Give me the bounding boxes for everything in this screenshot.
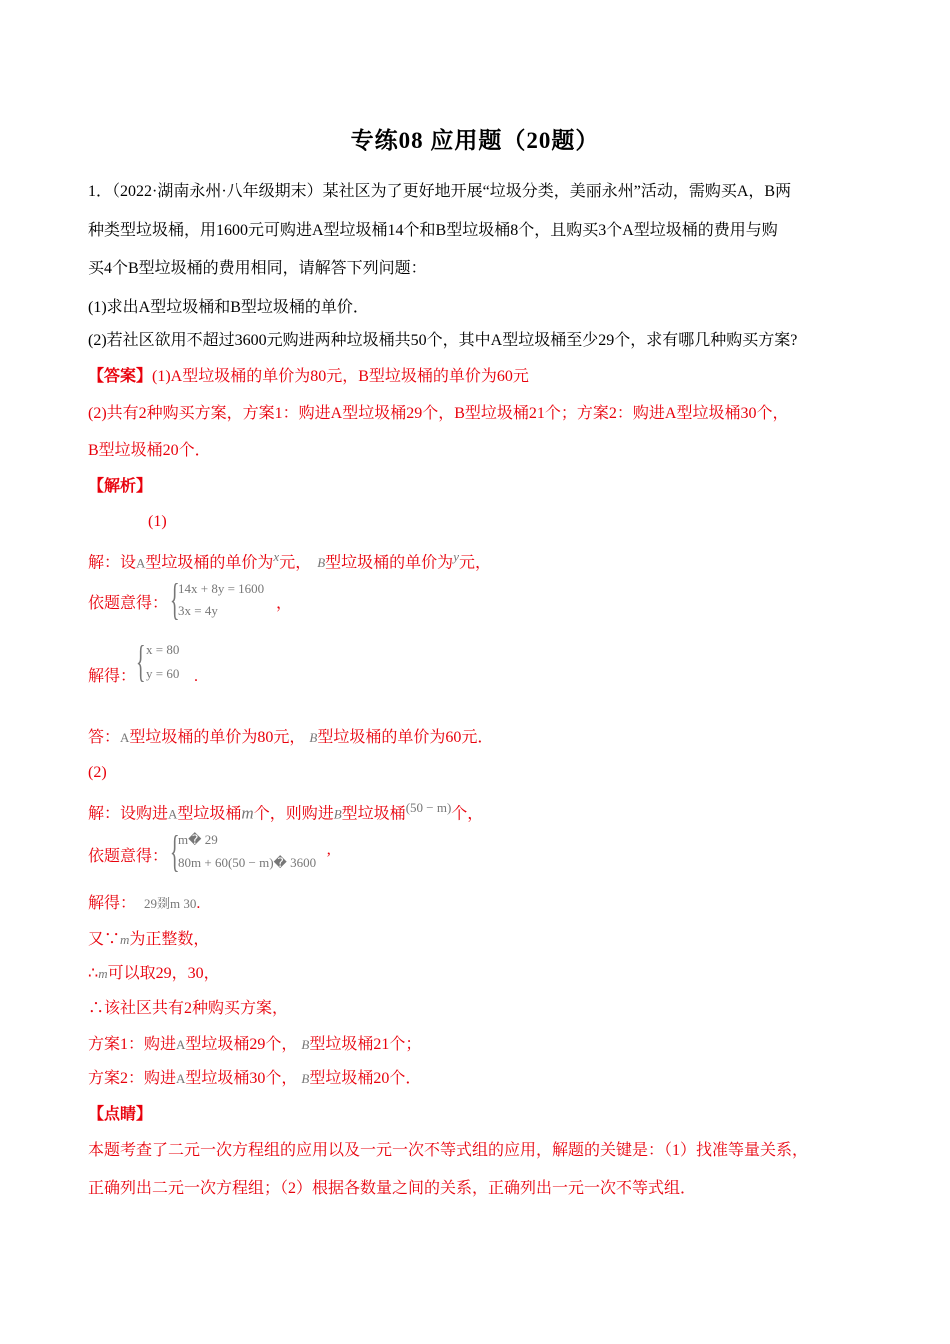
question-part-2: (2)若社区欲用不超过3600元购进两种垃圾桶共50个，其中A型垃圾桶至少29个，求有哪几种购买方案?: [88, 332, 798, 349]
answer-line-3: B型垃圾桶20个．: [88, 442, 211, 459]
p2-solution-label: 解得：: [88, 895, 137, 912]
p2-plan2-var-a: A: [176, 1071, 186, 1086]
p2-set-c: 个，则购进: [253, 805, 334, 823]
p1-ans-b: 型垃圾桶的单价为80元，: [129, 729, 306, 746]
answer-text-1: (1)A型垃圾桶的单价为80元，B型垃圾桶的单价为60元: [152, 368, 529, 385]
p1-answer: [88, 727, 493, 749]
p1-equation-end: ，: [276, 595, 293, 612]
p2-there-a: ∴: [88, 965, 99, 982]
p2-also-a: 又∵: [88, 931, 121, 948]
p2-inequality-end: ’: [326, 850, 332, 867]
p1-solution-1: x = 80: [146, 642, 180, 657]
analysis-label: 【解析】: [88, 478, 153, 495]
p2-plan1-b: 型垃圾桶29个，: [185, 1036, 298, 1053]
p2-var-a: A: [168, 806, 178, 822]
question-line-3: 买4个B型垃圾桶的费用相同，请解答下列问题：: [88, 260, 427, 277]
p2-inequality-2: 80m + 60(50 − m)� 3600: [178, 855, 317, 870]
p1-solution-end: .: [194, 668, 198, 685]
page-title: 专练08 应用题（20题）: [350, 128, 600, 153]
p2-inequality-brace: {: [170, 827, 180, 876]
p2-inequality-1: m� 29: [178, 832, 218, 847]
p1-ans-a: 答：: [88, 729, 121, 746]
p2-there-b: 可以取29，30，: [107, 965, 220, 982]
p2-set-d: 型垃圾桶: [341, 805, 406, 823]
p1-equation-2: 3x = 4y: [178, 603, 218, 618]
p1-var-y: y: [453, 549, 459, 564]
p2-plan1-a: 方案1：购进: [88, 1036, 177, 1053]
p2-set-b: 型垃圾桶: [177, 805, 242, 823]
p1-set-d: 型垃圾桶的单价为: [325, 554, 454, 572]
analysis-part-2-setup: [88, 797, 483, 825]
answer-label: 【答案】: [88, 368, 153, 385]
p2-inequality-label: 依题意得：: [88, 848, 169, 865]
analysis-part-1-number: (1): [148, 513, 167, 530]
question-line-2: 种类型垃圾桶，用1600元可购进A型垃圾桶14个和B型垃圾桶8个，且购买3个A型垃圾桶的费用与购: [88, 222, 778, 239]
question-part-1: (1)求出A型垃圾桶和B型垃圾桶的单价．: [88, 299, 369, 316]
p1-solution-2: y = 60: [146, 666, 180, 681]
answer-line-1: [88, 366, 529, 388]
p2-solution-end: .: [196, 895, 201, 912]
p1-set-c: 元，: [279, 554, 312, 572]
p2-values-note: [88, 963, 220, 985]
p2-plan1-c: 型垃圾桶21个；: [309, 1036, 422, 1053]
analysis-part-2-number: (2): [88, 764, 107, 781]
p1-set-e: 元，: [458, 554, 491, 572]
p2-plan2-var-b: B: [301, 1071, 310, 1086]
p1-equation-1: 14x + 8y = 1600: [178, 581, 265, 596]
p1-ans-c: 型垃圾桶的单价为60元．: [317, 729, 494, 746]
comment-line-1: 本题考查了二元一次方程组的应用以及一元一次不等式组的应用，解题的关键是：（1）找准等量关系，: [88, 1142, 809, 1159]
p1-ans-var-b: B: [309, 730, 318, 745]
p1-var-x: x: [273, 549, 280, 564]
p2-solution: [88, 893, 200, 915]
p1-solution-brace: {: [136, 637, 146, 686]
p2-there-m: m: [98, 966, 108, 981]
p2-expression: (50 − m): [405, 800, 452, 815]
p2-plan2-a: 方案2：购进: [88, 1070, 177, 1087]
p2-total-plans: ∴该社区共有2种购买方案，: [88, 1000, 289, 1017]
p2-plan2-b: 型垃圾桶30个，: [185, 1070, 298, 1087]
p1-equation-brace: {: [170, 575, 180, 624]
p2-var-b: B: [333, 806, 342, 822]
question-line-1: 1．（2022·湖南永州·八年级期末）某社区为了更好地开展“垃圾分类，美丽永州”活动，需购买A，B两: [88, 183, 792, 200]
p2-set-a: 解：设购进: [88, 805, 169, 823]
p2-plan-2: [88, 1068, 421, 1090]
p2-plan1-var-a: A: [176, 1037, 186, 1052]
p2-var-m: m: [241, 803, 254, 823]
p2-also-m: m: [120, 932, 130, 947]
analysis-part-1-setup: [88, 546, 491, 574]
p1-var-b: B: [317, 555, 326, 571]
p2-solution-value: 29剟m 30: [144, 896, 197, 911]
p1-equation-label: 依题意得：: [88, 595, 169, 612]
p2-plan2-c: 型垃圾桶20个．: [309, 1070, 422, 1087]
p1-set-a: 解：设: [88, 554, 137, 572]
p2-plan-1: [88, 1034, 421, 1056]
comment-line-2: 正确列出二元一次方程组；（2）根据各数量之间的关系，正确列出一元一次不等式组．: [88, 1180, 697, 1197]
answer-line-2: (2)共有2种购买方案，方案1：购进A型垃圾桶29个，B型垃圾桶21个；方案2：购进A型垃圾桶30个，: [88, 405, 789, 422]
p1-solution-label: 解得：: [88, 668, 137, 685]
p2-set-e: 个，: [451, 805, 484, 823]
p1-var-a: A: [136, 555, 146, 571]
p2-plan1-var-b: B: [301, 1037, 310, 1052]
p1-ans-var-a: A: [120, 730, 130, 745]
p2-also-b: 为正整数，: [129, 931, 210, 948]
p2-integer-note: [88, 929, 209, 951]
p1-set-b: 型垃圾桶的单价为: [145, 554, 274, 572]
comment-label: 【点睛】: [88, 1106, 153, 1123]
